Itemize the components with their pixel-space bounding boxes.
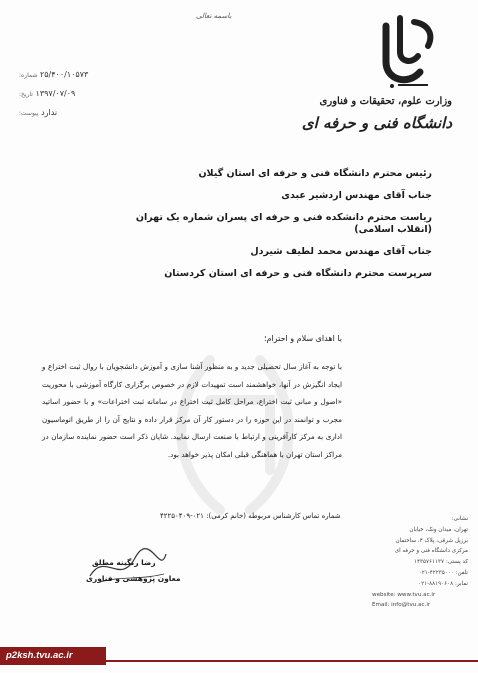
website: website: www.tvu.ac.ir xyxy=(372,591,436,598)
recipients-block xyxy=(102,168,432,290)
recipient-line: جناب آقای مهندس محمد لطیف شیردل xyxy=(250,246,432,258)
letter-attachment-value: ندارد xyxy=(41,108,58,117)
phone-number: تلفن: ۴۲۲۳۵۰۰۰-۰۲۱ xyxy=(418,569,468,576)
ministry-name: وزارت علوم، تحقیقات و فناوری xyxy=(319,96,452,107)
contact-phone-line: شماره تماس کارشناس مربوطه (خانم کرمی): ۰۲۱-۴۲۲۵۰۴۰۹ xyxy=(160,512,341,520)
letter-date xyxy=(16,89,75,98)
recipient-line: جناب آقای مهندس اردشیر عبدی xyxy=(281,189,432,201)
address-label: نشانی: xyxy=(451,516,468,522)
recipient-line: ریاست محترم دانشکده فنی و حرفه ای پسران شماره یک تهران (انقلاب اسلامی) xyxy=(135,211,432,236)
source-badge: p2ksh.tvu.ac.ir xyxy=(0,647,106,665)
letter-number xyxy=(16,70,88,79)
fax-number: نمابر: ۸۸۱۹۰۶۰۸-۰۲۱ xyxy=(418,580,468,587)
greeting: با اهدای سلام و احترام؛ xyxy=(264,334,342,343)
address-block xyxy=(372,514,468,611)
address-line: تهران، میدان ونک، خیابان xyxy=(409,526,468,533)
address-line: مرکزی دانشگاه فنی و حرفه ای xyxy=(394,548,468,555)
email: Email: info@tvu.ac.ir xyxy=(372,602,431,609)
signatory-title: معاون پژوهشی و فناوری xyxy=(86,574,181,583)
university-name: دانشگاه فنی و حرفه ای xyxy=(301,114,452,132)
letter-number-value: ۲۵/۴۰۰/۱۰۵۷۳ xyxy=(39,70,89,79)
university-logo-icon xyxy=(378,12,440,92)
signatory-name: رضا رنگینه مطلق xyxy=(92,558,156,567)
postal-code: کد پستی: ۱۴۳۵۷۶۱۱۳۷ xyxy=(414,559,468,566)
bismillah: باسمه تعالی xyxy=(196,12,232,20)
recipient-line: سرپرست محترم دانشگاه فنی و حرفه ای استان کردستان xyxy=(164,268,432,280)
letter-attachment xyxy=(16,108,57,117)
address-line: برزیل شرقی، پلاک ۴، ساختمان xyxy=(395,537,468,544)
letter-date-label: تاریخ: xyxy=(19,91,33,98)
recipient-line: رئیس محترم دانشگاه فنی و حرفه ای استان گیلان xyxy=(198,168,432,179)
letter-body: با توجه به آغاز سال تحصیلی جدید و به منظور آشنا سازی و آموزش دانشجویان با روال ثبت اختراع و ایجاد انگیزش در آنها، خواهشمند است تمهیدات لازم در خصوص برگزاری کارگاه آموزشی با محوریت «اصول و مبانی ثبت اختراع، مراحل کامل ثبت اختراع در سامانه ثبت اختراعات» و با حضور اساتید مجرب و توانمند در این حوزه را در دستور کار آن مرکز قرار داده و نتایج آن را از طریق اتوماسیون اداری به مرکز کارآفرینی و ارتباط با صنعت ارسال نمایید. شایان ذکر است حضور نماینده سازمان در مراکز استان تهران با هماهنگی قبلی امکان پذیر خواهد بود. xyxy=(42,362,342,459)
letter-date-value: ۱۳۹۷/۰۷/۰۹ xyxy=(35,89,76,98)
letter-number-label: شماره: xyxy=(19,72,38,79)
letter-attachment-label: پیوست: xyxy=(19,110,39,117)
